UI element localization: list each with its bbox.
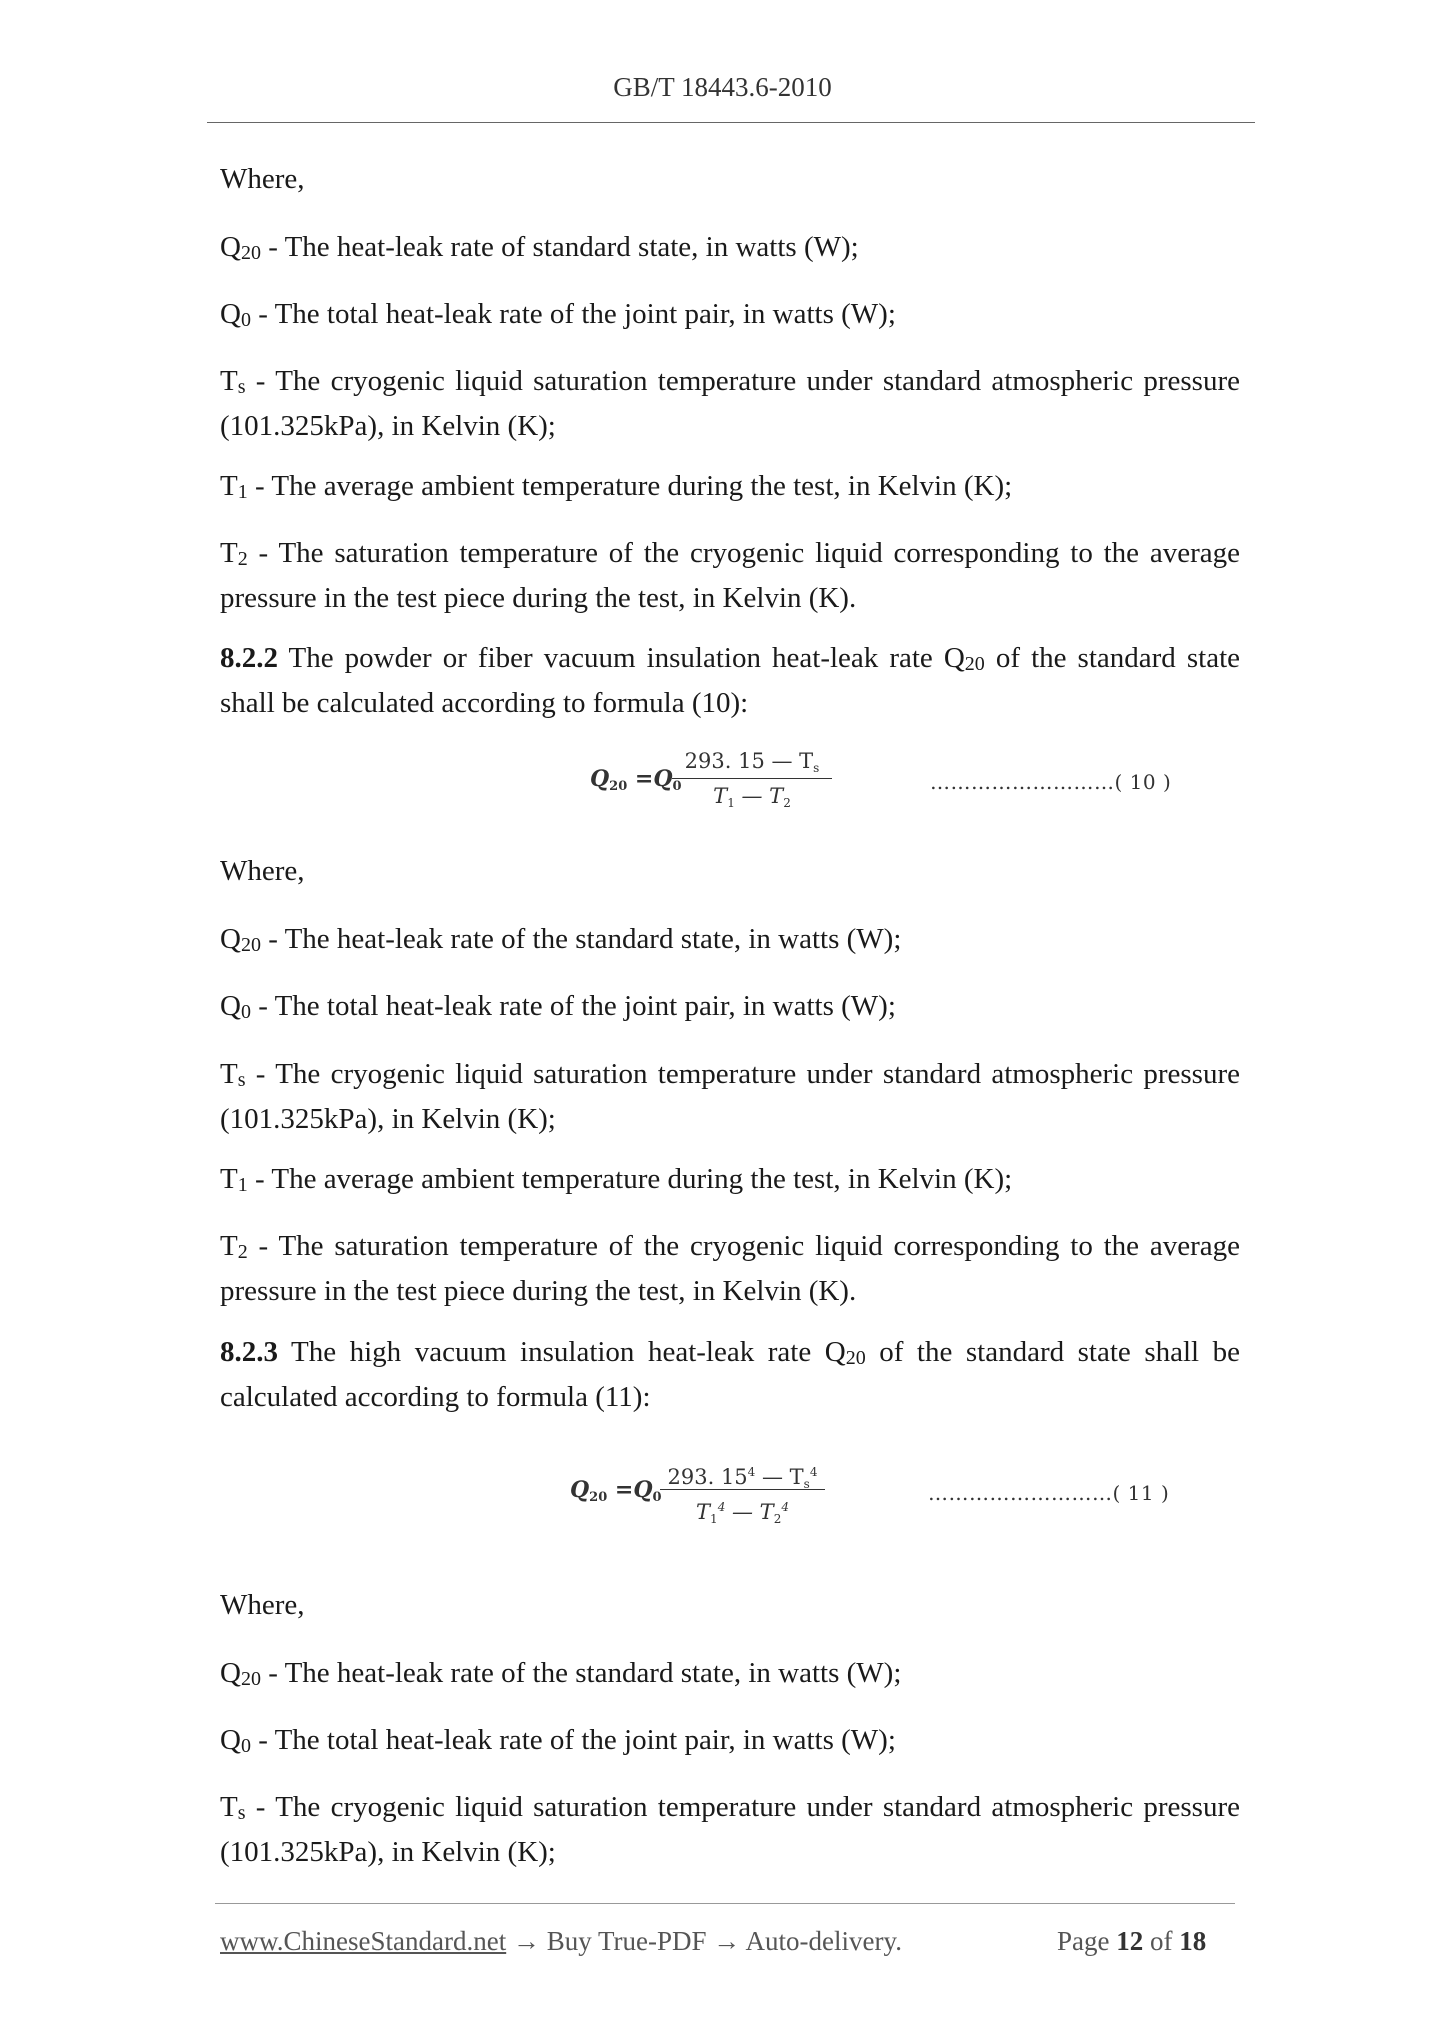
def-ts: Ts - The cryogenic liquid saturation temperature under standard atmospheric pressure (101.325kPa), in Kelvin (K); bbox=[220, 365, 1240, 442]
formula-fraction bbox=[672, 746, 832, 811]
section-8-2-3: 8.2.3 The high vacuum insulation heat-leak rate Q20 of the standard state shall be calculated according to formula (11): bbox=[220, 1336, 1240, 1413]
def-q20: Q20 - The heat-leak rate of the standard state, in watts (W); bbox=[220, 923, 902, 956]
formula-lhs: Q20 =Q0 bbox=[570, 1477, 662, 1505]
where-label: Where, bbox=[220, 1589, 305, 1621]
section-8-2-2: 8.2.2 The powder or fiber vacuum insulation heat-leak rate Q20 of the standard state shall be calculated according to formula (10): bbox=[220, 642, 1240, 719]
page-indicator: Page 12 of 18 bbox=[1057, 1926, 1207, 1956]
def-ts: Ts - The cryogenic liquid saturation temperature under standard atmospheric pressure (101.325kPa), in Kelvin (K); bbox=[220, 1791, 1240, 1868]
formula-number: ………………………( 10 ) bbox=[930, 770, 1172, 794]
footer-promo bbox=[220, 1926, 902, 1957]
page-total: 18 bbox=[1179, 1926, 1207, 1956]
page-header bbox=[0, 72, 1445, 103]
numerator: 293. 15 — Ts bbox=[684, 749, 820, 775]
site-link[interactable]: www.ChineseStandard.net bbox=[220, 1926, 507, 1956]
def-q0: Q0 - The total heat-leak rate of the joint pair, in watts (W); bbox=[220, 1724, 896, 1757]
formula-fraction bbox=[660, 1457, 825, 1526]
def-q20: Q20 - The heat-leak rate of the standard state, in watts (W); bbox=[220, 1657, 902, 1690]
section-number: 8.2.2 bbox=[220, 642, 278, 674]
header-divider bbox=[207, 122, 1255, 123]
def-q20: Q20 - The heat-leak rate of standard state, in watts (W); bbox=[220, 231, 859, 264]
formula-lhs: Q20 =Q0 bbox=[590, 766, 682, 794]
where-label: Where, bbox=[220, 163, 305, 195]
def-q0: Q0 - The total heat-leak rate of the joint pair, in watts (W); bbox=[220, 298, 896, 331]
def-t2: T2 - The saturation temperature of the cryogenic liquid corresponding to the average pressure in the test piece during the test, in Kelvin (K). bbox=[220, 1230, 1240, 1307]
formula-10 bbox=[540, 746, 1240, 816]
where-label: Where, bbox=[220, 855, 305, 887]
denominator: $T1^4$ — $T2^4$ bbox=[696, 1500, 789, 1526]
denominator: T1 — T2 bbox=[713, 784, 791, 810]
page-number: 12 bbox=[1116, 1926, 1144, 1956]
footer-promo-text: → Buy True-PDF → Auto-delivery. bbox=[506, 1926, 902, 1956]
footer-divider bbox=[215, 1903, 1235, 1904]
doc-id: GB/T 18443.6-2010 bbox=[613, 72, 832, 102]
fraction-bar bbox=[660, 1489, 825, 1490]
def-t2: T2 - The saturation temperature of the cryogenic liquid corresponding to the average pressure in the test piece during the test, in Kelvin (K). bbox=[220, 537, 1240, 614]
def-ts: Ts - The cryogenic liquid saturation temperature under standard atmospheric pressure (101.325kPa), in Kelvin (K); bbox=[220, 1058, 1240, 1135]
def-q0: Q0 - The total heat-leak rate of the joint pair, in watts (W); bbox=[220, 990, 896, 1023]
def-t1: T1 - The average ambient temperature during the test, in Kelvin (K); bbox=[220, 470, 1013, 503]
numerator: 293. $15^4$ — Ts$^4$ bbox=[667, 1465, 818, 1491]
formula-11 bbox=[540, 1457, 1240, 1527]
section-number: 8.2.3 bbox=[220, 1336, 278, 1368]
formula-number: ………………………( 11 ) bbox=[928, 1481, 1170, 1505]
def-t1: T1 - The average ambient temperature during the test, in Kelvin (K); bbox=[220, 1163, 1013, 1196]
fraction-bar bbox=[672, 778, 832, 779]
